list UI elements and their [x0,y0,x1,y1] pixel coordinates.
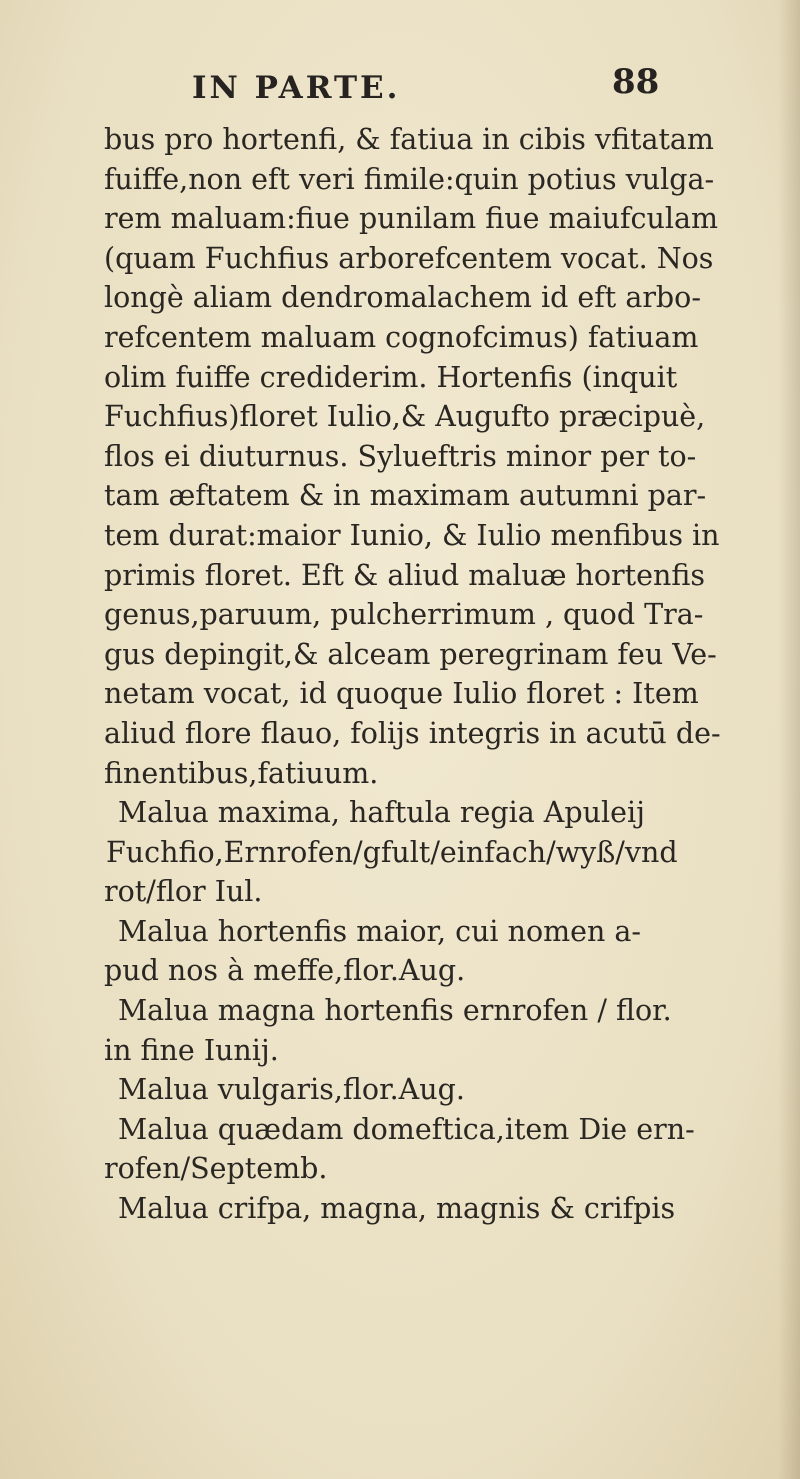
entry-line: Malua quædam domeftica,item Die ern- [118,1112,695,1146]
entry-line: Malua hortenfis maior, cui nomen a- [118,914,642,948]
entry-continuation: rot/flor Iul. [104,875,263,909]
entry-line: Malua magna hortenfis ernrofen / flor. [118,994,672,1028]
text-line: bus pro hortenfi, & fatiua in cibis vfitatam [104,123,714,156]
text-line: flos ei diuturnus. Sylueftris minor per to- [104,439,697,473]
text-line: primis floret. Eft & aliud maluæ hortenfis [104,558,705,592]
text-line: Fuchfius)floret Iulio,& Augufto præcipuè, [104,400,706,434]
text-line: olim fuiffe crediderim. Hortenfis (inquit [104,360,678,394]
entry-continuation: rofen/Septemb. [104,1152,328,1186]
text-line: (quam Fuchfius arborefcentem vocat. Nos [104,241,714,275]
text-line: genus,paruum, pulcherrimum , quod Tra- [104,598,704,632]
entry-line: Malua maxima, haftula regia Apuleij [118,796,645,830]
entry-line: Malua crifpa, magna, magnis & crifpis [118,1192,676,1226]
page-header [0,52,800,112]
entry-continuation: Fuchfio,Ernrofen/gfult/einfach/wyß/vnd [106,835,678,869]
text-line: tam æftatem & in maximam autumni par- [104,479,707,513]
text-line: gus depingit,& alceam peregrinam feu Ve- [104,637,717,671]
text-line: aliud flore flauo, folijs integris in acutū de- [104,716,721,750]
text-line: longè aliam dendromalachem id eft arbo- [104,281,701,315]
entry-continuation: pud nos à meffe,flor.Aug. [104,954,466,988]
body-text [102,120,792,1229]
page-number: 88 [612,62,660,102]
running-head: IN PARTE. [192,70,401,106]
entry-line: Malua vulgaris,flor.Aug. [118,1073,465,1107]
text-line: rem maluam:fiue punilam fiue maiufculam [104,202,719,236]
entry-continuation: in fine Iunij. [104,1033,279,1067]
text-line: refcentem maluam cognofcimus) fatiuam [104,320,699,354]
text-line: finentibus,fatiuum. [104,756,379,790]
text-line: fuiffe,non eft veri fimile:quin potius vulga- [104,162,715,196]
text-line: tem durat:maior Iunio, & Iulio menfibus in [104,518,720,552]
text-line: netam vocat, id quoque Iulio floret : Item [104,677,699,711]
